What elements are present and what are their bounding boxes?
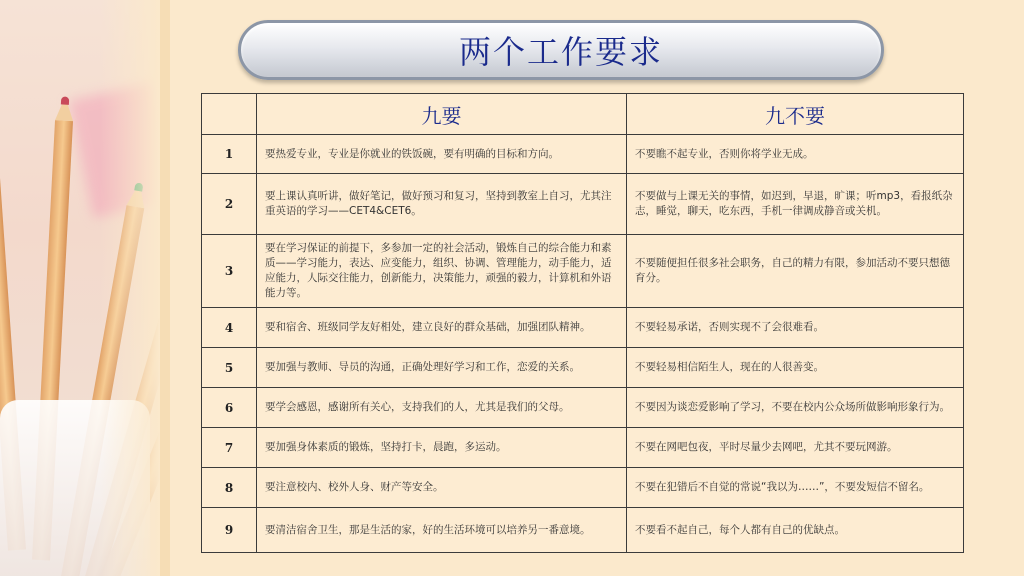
do-cell: 要清洁宿舍卫生，那是生活的家，好的生活环境可以培养另一番意境。 bbox=[257, 508, 627, 553]
row-number: 2 bbox=[202, 174, 257, 235]
row-number: 9 bbox=[202, 508, 257, 553]
header-number bbox=[202, 94, 257, 135]
table-row bbox=[202, 235, 964, 308]
header-do: 九要 bbox=[257, 94, 627, 135]
dont-cell: 不要在犯错后不自觉的常说“我以为……”，不要发短信不留名。 bbox=[627, 468, 964, 508]
dont-cell: 不要瞧不起专业，否则你将学业无成。 bbox=[627, 135, 964, 174]
dont-cell: 不要轻易相信陌生人，现在的人很善变。 bbox=[627, 348, 964, 388]
do-cell: 要热爱专业，专业是你就业的铁饭碗，要有明确的目标和方向。 bbox=[257, 135, 627, 174]
row-number: 7 bbox=[202, 428, 257, 468]
table-row bbox=[202, 174, 964, 235]
table-row bbox=[202, 308, 964, 348]
do-cell: 要在学习保证的前提下，多参加一定的社会活动，锻炼自己的综合能力和素质——学习能力，表达、应变能力，组织、协调、管理能力，动手能力，适应能力，人际交往能力，创新能力，决策能力，顽强的毅力，计算机和外语能力等。 bbox=[257, 235, 627, 308]
table-row bbox=[202, 428, 964, 468]
row-number: 6 bbox=[202, 388, 257, 428]
row-number: 3 bbox=[202, 235, 257, 308]
pencils-photo bbox=[0, 0, 160, 576]
header-dont: 九不要 bbox=[627, 94, 964, 135]
row-number: 4 bbox=[202, 308, 257, 348]
dont-cell: 不要随便担任很多社会职务，自己的精力有限，参加活动不要只想德育分。 bbox=[627, 235, 964, 308]
requirements-table bbox=[201, 93, 964, 553]
dont-cell: 不要因为谈恋爱影响了学习，不要在校内公众场所做影响形象行为。 bbox=[627, 388, 964, 428]
table-row bbox=[202, 468, 964, 508]
do-cell: 要学会感恩，感谢所有关心，支持我们的人，尤其是我们的父母。 bbox=[257, 388, 627, 428]
table-header-row bbox=[202, 94, 964, 135]
title-banner bbox=[238, 20, 884, 80]
do-cell: 要加强与教师、导员的沟通，正确处理好学习和工作，恋爱的关系。 bbox=[257, 348, 627, 388]
table-row bbox=[202, 135, 964, 174]
row-number: 1 bbox=[202, 135, 257, 174]
do-cell: 要加强身体素质的锻炼，坚持打卡，晨跑，多运动。 bbox=[257, 428, 627, 468]
dont-cell: 不要轻易承诺，否则实现不了会很难看。 bbox=[627, 308, 964, 348]
page-title: 两个工作要求 bbox=[458, 33, 663, 71]
table-row bbox=[202, 348, 964, 388]
do-cell: 要和宿舍、班级同学友好相处，建立良好的群众基础，加强团队精神。 bbox=[257, 308, 627, 348]
row-number: 8 bbox=[202, 468, 257, 508]
dont-cell: 不要在网吧包夜，平时尽量少去网吧，尤其不要玩网游。 bbox=[627, 428, 964, 468]
do-cell: 要注意校内、校外人身、财产等安全。 bbox=[257, 468, 627, 508]
table-row bbox=[202, 508, 964, 553]
do-cell: 要上课认真听讲，做好笔记，做好预习和复习，坚持到教室上自习，尤其注重英语的学习——CET4&CET6。 bbox=[257, 174, 627, 235]
table-row bbox=[202, 388, 964, 428]
dont-cell: 不要看不起自己，每个人都有自己的优缺点。 bbox=[627, 508, 964, 553]
row-number: 5 bbox=[202, 348, 257, 388]
dont-cell: 不要做与上课无关的事情，如迟到，早退，旷课；听mp3，看报纸杂志，睡觉，聊天，吃东西，手机一律调成静音或关机。 bbox=[627, 174, 964, 235]
divider-strip bbox=[160, 0, 170, 576]
